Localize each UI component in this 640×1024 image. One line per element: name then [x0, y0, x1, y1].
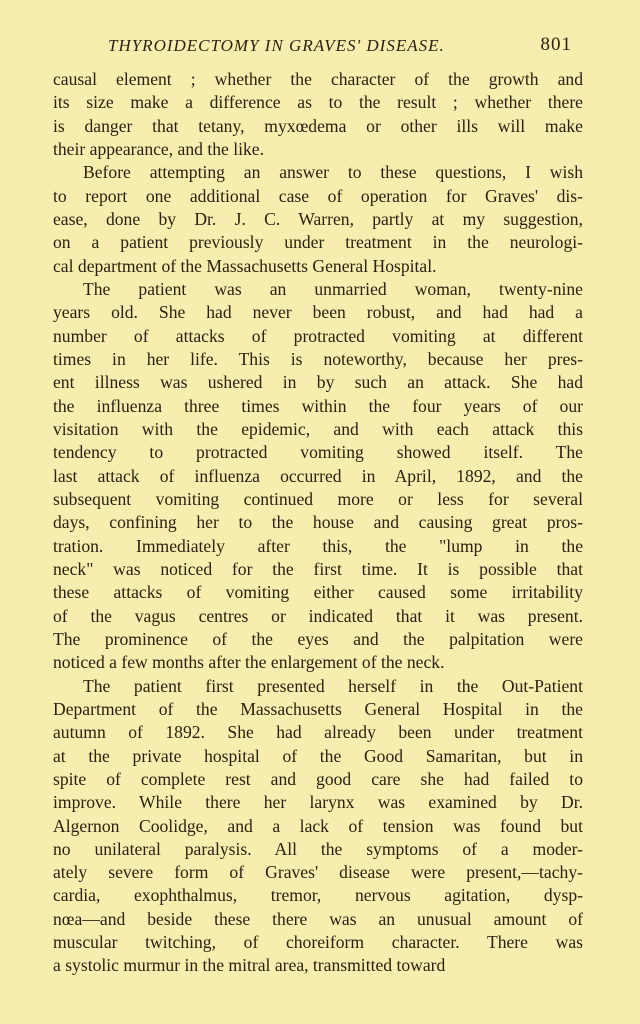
body-text — [53, 68, 583, 978]
text-line: The prominence of the eyes and the palpitation were — [53, 628, 583, 649]
text-line: tration. Immediately after this, the "lump in the — [53, 535, 583, 556]
page-number: 801 — [540, 34, 572, 55]
text-line: their appearance, and the like. — [53, 138, 265, 159]
text-line: at the private hospital of the Good Samaritan, but in — [53, 745, 583, 766]
text-line: autumn of 1892. She had already been under treatment — [53, 722, 583, 743]
text-line: The patient was an unmarried woman, twenty-nine — [83, 278, 583, 299]
text-line: its size make a difference as to the result ; whether there — [53, 92, 583, 113]
text-line: tendency to protracted vomiting showed itself. The — [53, 442, 583, 463]
text-line: times in her life. This is noteworthy, because her pres- — [53, 348, 583, 369]
text-line: subsequent vomiting continued more or less for several — [53, 488, 583, 509]
text-line: these attacks of vomiting either caused some irritability — [53, 582, 583, 603]
text-line: Before attempting an answer to these questions, I wish — [83, 162, 583, 183]
text-line: number of attacks of protracted vomiting at different — [53, 325, 583, 346]
text-line: neck" was noticed for the first time. It is possible that — [53, 558, 583, 579]
text-line: on a patient previously under treatment in the neurologi- — [53, 232, 583, 253]
text-line: visitation with the epidemic, and with each attack this — [53, 418, 583, 439]
text-line: ease, done by Dr. J. C. Warren, partly at my suggestion, — [53, 208, 583, 229]
text-line: the influenza three times within the four years of our — [53, 395, 583, 416]
text-line: cal department of the Massachusetts General Hospital. — [53, 255, 437, 276]
text-line: nœa—and beside these there was an unusual amount of — [53, 908, 583, 929]
text-line: noticed a few months after the enlargement of the neck. — [53, 652, 445, 673]
text-line: is danger that tetany, myxœdema or other ills will make — [53, 115, 583, 136]
text-line: to report one additional case of operation for Graves' dis- — [53, 185, 583, 206]
text-line: causal element ; whether the character of the growth and — [53, 69, 583, 89]
paragraph — [53, 278, 583, 675]
text-line: spite of complete rest and good care she had failed to — [53, 768, 583, 789]
text-line: last attack of influenza occurred in April, 1892, and the — [53, 465, 583, 486]
text-line: Algernon Coolidge, and a lack of tension was found but — [53, 815, 583, 836]
text-line: a systolic murmur in the mitral area, transmitted toward — [53, 955, 446, 976]
text-line: Department of the Massachusetts General Hospital in the — [53, 698, 583, 719]
text-line: days, confining her to the house and causing great pros- — [53, 512, 583, 533]
text-line: of the vagus centres or indicated that it was present. — [53, 605, 583, 626]
text-line: The patient first presented herself in the Out-Patient — [83, 675, 583, 696]
text-line: muscular twitching, of choreiform character. There was — [53, 932, 583, 953]
text-line: improve. While there her larynx was examined by Dr. — [53, 792, 583, 813]
text-line: ent illness was ushered in by such an attack. She had — [53, 372, 583, 393]
text-line: no unilateral paralysis. All the symptoms of a moder- — [53, 838, 583, 859]
text-line: years old. She had never been robust, and had had a — [53, 302, 583, 323]
text-line: cardia, exophthalmus, tremor, nervous agitation, dysp- — [53, 885, 583, 906]
text-line: ately severe form of Graves' disease were present,—tachy- — [53, 862, 583, 883]
running-head — [108, 34, 578, 58]
paragraph — [53, 161, 583, 278]
paragraph — [53, 68, 583, 161]
running-title: THYROIDECTOMY IN GRAVES' DISEASE. — [108, 36, 445, 55]
paragraph — [53, 675, 583, 978]
